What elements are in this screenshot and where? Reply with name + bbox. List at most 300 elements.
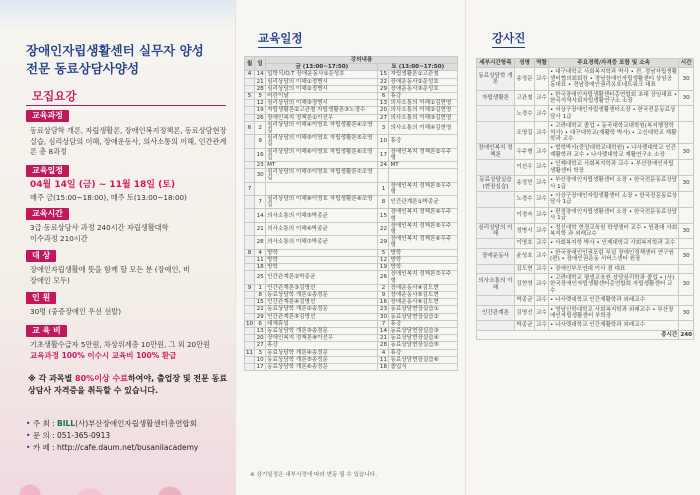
month-cell: 7 (245, 182, 255, 195)
sat-day-cell: 17 (378, 148, 389, 161)
day-cell: 10 (256, 356, 264, 363)
day-cell: 7 (255, 196, 266, 209)
month-cell: 8 (245, 249, 255, 256)
month-cell (245, 335, 255, 342)
schedule-row (245, 114, 458, 121)
schedule-row (245, 209, 458, 222)
hours-cell (679, 207, 694, 223)
sat-day-cell: 29 (378, 236, 389, 249)
fri-cell: MT (266, 162, 378, 169)
name-cell: 김도현 (516, 265, 533, 272)
month-cell (245, 162, 255, 169)
role-cell: 교수 (535, 248, 549, 264)
day-cell: 1 (255, 284, 266, 291)
schedule-row (245, 299, 458, 306)
sat-cell: 휴강 (389, 135, 458, 148)
fri-cell: 장애인복지 정책론⑧이선우 (266, 335, 378, 342)
career-cell: • 서상구장애인자립생활센터소장 • 한국전문동료상담사 1급 (549, 106, 679, 122)
schedule-row (245, 313, 458, 320)
sat-cell: 동료상담현장실습④ (389, 335, 458, 342)
month-cell (245, 135, 255, 148)
fri-cell: 심리상담의 이해⑤이영호 자립생활론⑤조영길 (266, 135, 378, 148)
schedule-row (245, 264, 458, 271)
fri-cell: 심리상담의 이해①정병시 (266, 78, 378, 85)
sat-cell: MT (389, 162, 458, 169)
fri-cell: 심리상담의 이해⑥이영호 자립생활론⑥조영길 (266, 148, 378, 161)
instructor-row (477, 191, 694, 207)
subject-cell: 자립생활론 (477, 90, 515, 106)
completion-notice (28, 373, 233, 397)
fri-cell: 방학 (266, 256, 378, 263)
day-cell: 8 (255, 291, 266, 298)
schedule-note: ※ 상기일정은 내부사정에 따라 변동 될 수 있습니다. (250, 472, 377, 478)
header-hours: 시간 (680, 60, 692, 66)
sat-day-cell: 22 (379, 78, 388, 85)
sat-cell: 방학 (389, 264, 458, 271)
sat-day-cell: 30 (379, 313, 388, 320)
schedule-row (245, 71, 458, 78)
name-cell: 정병시 (515, 223, 535, 239)
contact-key: 주 최 (32, 419, 50, 428)
hours-cell: 30 (679, 305, 694, 321)
month-cell (245, 256, 255, 263)
total-row (477, 330, 694, 339)
contact-key: 카 페 (32, 443, 50, 452)
hours-cell: 30 (679, 144, 694, 160)
sat-cell: 장애운동사⑥김도현 (389, 299, 458, 306)
day-cell: 19 (256, 107, 264, 114)
fri-cell: 심리상담의 이해③정병시 (266, 100, 378, 107)
instructor-row (477, 239, 694, 248)
header-content: 강의내용 (266, 57, 458, 64)
month-cell: 6 (245, 121, 255, 134)
month-cell (245, 291, 255, 298)
sat-cell: 장애인복지 정책론④우주형 (389, 209, 458, 222)
day-cell: 28 (255, 236, 266, 249)
month-cell: 11 (246, 349, 254, 356)
month-cell (245, 107, 255, 114)
hours-cell: 30 (679, 273, 694, 295)
fri-cell: 의사소통의 이해⑥박종균 (266, 222, 378, 235)
name-cell: 조영길 (515, 122, 535, 144)
career-cell: • 정신대학 현경교육원 학생센터 교수 • 원광대 사회복지학 과 외래교수 (550, 224, 678, 237)
text-fee: 기초생활수급자 5만원, 차상위계층 10만원, 그 외 20만원 (30, 340, 211, 349)
career-cell: • 사상구장애인자립생활센터 소장 • 한국전문동료상담사 1급 (550, 192, 678, 206)
name-cell: 송정문 (515, 68, 535, 90)
schedule-row (245, 306, 458, 313)
month-cell (245, 78, 255, 85)
hours-cell: 30 (679, 176, 694, 192)
sat-day-cell: 27 (379, 114, 388, 121)
sat-day-cell: 1 (378, 182, 389, 195)
schedule-row (245, 291, 458, 298)
sat-day-cell: 11 (379, 356, 388, 363)
month-cell (245, 271, 255, 284)
instructor-row (477, 296, 694, 305)
schedule-row (245, 236, 458, 249)
sat-cell: 장애인복지 정책론⑥우주형 (389, 236, 458, 249)
month-cell: 10 (246, 320, 254, 327)
hours-cell (679, 321, 694, 330)
name-cell: 이영호 (516, 240, 533, 247)
month-cell (245, 313, 255, 320)
career-cell: • 나사렛대학교 인간재활학과 외래교수 (549, 296, 679, 305)
hours-cell: 30 (679, 68, 694, 90)
name-cell: 김현영 (515, 273, 535, 295)
schedule-table (244, 56, 458, 371)
fri-cell: 방학 (266, 264, 378, 271)
sat-cell (389, 169, 458, 182)
notice-post: 하여야, 출업장 및 전문 동료상담사 자격증을 취득할 수 있습니다. (28, 374, 228, 395)
sat-cell: 동료상담현장실습③ (389, 327, 458, 334)
name-cell: 박종균 (516, 297, 533, 304)
header-day: 일 (255, 57, 266, 71)
sat-day-cell: 24 (379, 162, 388, 169)
sat-day-cell: 26 (378, 271, 389, 284)
label-capacity: 인 원 (26, 292, 56, 304)
sat-day-cell (378, 169, 389, 182)
sat-cell: 장애운동사⑤김도현 (389, 291, 458, 298)
day-cell: 2 (255, 121, 266, 134)
text-schedule: 매주 금(15:00~18:00), 매주 토(13:00~18:00) (30, 193, 187, 202)
sat-day-cell: 23 (379, 306, 388, 313)
fri-cell: 인간관계론⑤김명선 (266, 313, 378, 320)
role-cell: 교수 (535, 90, 549, 106)
career-cell: • 고려대학교 졸업 • 동국대학교대학원(복지행정학 석사) • 대구대학교(재활학 박사) • 고신대학교 재활학과 교수 (549, 122, 679, 144)
schedule-row (245, 78, 458, 85)
role-cell: 교수 (536, 297, 547, 304)
title-line2: 전문 동료상담사양성 (26, 61, 140, 76)
name-cell: 우주형 (515, 144, 535, 160)
sat-cell: 방학 (389, 249, 458, 256)
schedule-row (245, 196, 458, 209)
name-cell: 이선우 (515, 160, 535, 176)
schedule-row (245, 335, 458, 342)
career-cell: • 편정장애인자립생활센터 소장 • 한국전문동료상담사 1급 (550, 208, 678, 222)
text-course: 동료상담학 개론, 자립생활론, 장애인복지정책론, 동료상담현장실습, 심리상담의 이해, 장애운동사, 의사소통의 이해, 인간관계론 총 8과정 (30, 126, 227, 156)
hours-cell: 30 (679, 90, 694, 106)
schedule-row (245, 100, 458, 107)
sat-day-cell: 12 (379, 256, 388, 263)
instructor-row (477, 248, 694, 264)
hours-cell (679, 239, 694, 248)
sat-cell: 방학 (389, 256, 458, 263)
day-cell: 9 (255, 135, 266, 148)
header-sat: 토 (13:00~17:50) (378, 64, 458, 71)
label-course: 교육과정 (26, 110, 69, 122)
name-cell: 이경숙 (515, 207, 535, 223)
sat-cell: 인간관계론①박종균 (389, 196, 458, 209)
fri-cell: 방학 (266, 249, 378, 256)
schedule-row (245, 284, 458, 291)
fri-cell: 의사소통의 이해⑦박종균 (266, 236, 378, 249)
name-cell: 윤성호 (515, 248, 535, 264)
header-name: 성명 (515, 59, 535, 68)
month-cell (245, 342, 255, 349)
subject-cell (477, 207, 515, 223)
day-cell: 22 (256, 306, 264, 313)
day-cell: 4 (255, 249, 266, 256)
subject-cell (477, 106, 515, 122)
sat-cell: 의사소통의 이해②김현영 (389, 107, 458, 114)
sat-day-cell: 15 (378, 209, 389, 222)
role-cell: 교수 (535, 191, 549, 207)
fri-cell: 동료상담학 개론③송정문 (266, 327, 378, 334)
fri-cell: 동료상담학 개론⑤송정문 (266, 356, 378, 363)
schedule-title: 교육일정 (258, 30, 302, 48)
sat-cell: 의사소통의 이해③김현영 (389, 114, 458, 121)
instructor-table (476, 58, 694, 340)
month-cell (245, 222, 255, 235)
sat-day-cell: 22 (378, 222, 389, 235)
fri-cell: 동료상담학 개론②송정문 (266, 306, 378, 313)
subject-cell: 장애인복지 정책론 (478, 145, 513, 158)
day-cell: 6 (255, 320, 266, 327)
instructor-row (477, 264, 694, 273)
text-capacity: 30명 (중증장애인 우선 선발) (30, 307, 122, 316)
hours-cell: 30 (679, 223, 694, 239)
career-cell: • 부산장애인자립생활센터 소장 • 한국전문동료상담사 1급 (550, 177, 678, 190)
fri-cell: 자립생활론②고관철 자립생활론③노경수 (266, 107, 378, 114)
total-value: 240 (680, 331, 692, 338)
sat-cell: 장애인복지 정책론②우주형 (389, 148, 458, 161)
schedule-row (245, 135, 458, 148)
text-target: 장애인자립생활에 뜻을 함께 할 모든 분 (장애인, 비장애인 모두) (30, 265, 190, 285)
month-cell (245, 327, 255, 334)
contact-key: 문 의 (32, 431, 50, 440)
fri-cell: 입학식/O.T 장애운동사①운성호 (266, 71, 378, 78)
contact-host: • 주 최 : BILL(사)부산장애인자립생활센터총연합회 (26, 419, 197, 428)
text-schedule-highlight: 04월 14일 (금) ~ 11월 18일 (토) (30, 180, 176, 190)
sat-day-cell: 8 (378, 196, 389, 209)
instructor-row (477, 273, 694, 295)
sat-day-cell: 16 (379, 299, 388, 306)
sat-cell: 동료상담현장실습⑥ (389, 356, 458, 363)
role-cell: 교수 (535, 273, 549, 295)
schedule-row (245, 320, 458, 327)
instructor-panel (465, 0, 700, 495)
name-cell: 고관철 (515, 90, 535, 106)
hours-cell (679, 264, 694, 273)
subject-cell (477, 191, 515, 207)
logo-text: BILL (56, 419, 76, 428)
instructor-row (477, 68, 694, 90)
instructor-row (477, 160, 694, 176)
day-cell: 17 (256, 363, 264, 370)
contact-cafe: • 카 페 : http://cafe.daum.net/busanilacademy (26, 443, 199, 452)
schedule-row (245, 121, 458, 134)
schedule-row (245, 356, 458, 363)
hours-cell (679, 191, 694, 207)
role-cell: 교수 (535, 106, 549, 122)
day-cell: 15 (256, 299, 264, 306)
subject-cell: 동료상담학 개론 (477, 68, 515, 90)
subject-cell (477, 122, 515, 144)
schedule-row (245, 342, 458, 349)
month-cell (245, 306, 255, 313)
instructor-row (477, 223, 694, 239)
role-cell: 교수 (535, 122, 549, 144)
text-fee-highlight: 교육과정 100% 이수시 교육비 100% 환급 (30, 351, 177, 360)
fri-cell: 심리상담의 이해④이영호 자립생활론④조영길 (266, 121, 378, 134)
schedule-row (245, 169, 458, 182)
notice-pre: ※ 각 과목별 (28, 374, 76, 383)
month-cell (245, 148, 255, 161)
header-career: 주요경력/자격증 포함 및 소속 (549, 59, 679, 68)
fri-cell: 의사소통의 이해⑤박종균 (266, 209, 378, 222)
subject-cell: 동료상담실습 (현장실습) (477, 176, 515, 192)
month-cell (245, 196, 255, 209)
schedule-row (245, 162, 458, 169)
role-cell: 교수 (535, 207, 549, 223)
contact-value: (사)부산장애인자립생활센터총연합회 (75, 419, 197, 428)
hours-cell (679, 160, 694, 176)
month-cell: 9 (245, 284, 255, 291)
instructor-row (477, 122, 694, 144)
name-cell: 송정민 (515, 176, 535, 192)
schedule-row (245, 271, 458, 284)
month-cell (245, 236, 255, 249)
day-cell: 5 (255, 93, 266, 100)
label-fee: 교 육 비 (26, 325, 67, 337)
sat-cell: 동료상담현장실습① (389, 306, 458, 313)
instructor-title: 강사진 (492, 30, 525, 48)
text-hours: 3급 동료상담사 과정 240시간 자립생활대학 이수과정 210시간 (30, 223, 169, 243)
day-cell: 21 (255, 222, 266, 235)
role-cell: 교수 (535, 305, 549, 321)
subject-cell (477, 160, 515, 176)
role-cell: 교수 (536, 265, 547, 272)
sat-day-cell: 19 (379, 264, 388, 271)
sat-cell: 휴강 (389, 93, 458, 100)
header-fri: 금 (13:00~17:50) (266, 64, 378, 71)
day-cell: 14 (255, 209, 266, 222)
role-cell: 교수 (536, 322, 547, 329)
instructor-row (477, 321, 694, 330)
sat-cell: 휴강 (389, 320, 458, 327)
label-hours: 교육시간 (26, 208, 69, 220)
fri-cell: 인간관계론②박종균 (266, 271, 378, 284)
career-cell: • 인제대학교 사회복지학과 교수 • 부산장애인자립생활센터 학장 (549, 160, 679, 176)
header-role: 역할 (536, 60, 547, 66)
career-cell: • 대구대학교 사회복지학과 박사 • 전. 경남자립생활센터협의회회장 • 경남장애인자립생활센터 상임공동대표 • 경남장애인권리옹호네트워크 대표 (550, 69, 678, 89)
sat-day-cell: 2 (378, 284, 389, 291)
label-schedule: 교육일정 (26, 165, 69, 177)
sat-day-cell: 9 (378, 291, 389, 298)
role-cell: 교수 (535, 144, 549, 160)
subject-cell (477, 296, 515, 305)
fri-cell: 대체휴일 (266, 320, 378, 327)
subject-cell: 인간관계론 (477, 305, 515, 321)
fri-cell: 휴강 (266, 342, 378, 349)
sat-cell: 자립생활론①고관철 (389, 71, 458, 78)
day-cell: 27 (256, 342, 264, 349)
sat-cell: 휴강 (389, 349, 458, 356)
contact-value: 051-365-0913 (56, 431, 111, 440)
schedule-row (245, 93, 458, 100)
fri-cell (266, 182, 378, 195)
role-cell: 교수 (536, 240, 547, 247)
sat-cell: 졸업식 (389, 363, 458, 370)
sat-day-cell: 20 (379, 107, 388, 114)
subject-cell: 장애운동사 (477, 248, 515, 264)
month-cell (245, 100, 255, 107)
schedule-row (245, 363, 458, 370)
month-cell (245, 209, 255, 222)
day-cell: 13 (256, 327, 264, 334)
fri-cell: 심리상담의 이해⑧이영호 자립생활론⑧조영길 (266, 196, 378, 209)
month-cell: 4 (245, 71, 255, 78)
subject-cell: 의사소통의 이해 (477, 273, 515, 295)
fri-cell: 어린이날 (266, 93, 378, 100)
sat-day-cell: 28 (379, 342, 388, 349)
sat-day-cell: 6 (378, 93, 389, 100)
sat-day-cell: 14 (379, 327, 388, 334)
day-cell: 12 (256, 100, 264, 107)
schedule-row (245, 349, 458, 356)
fri-cell: 동료상담학 개론①송정문 (266, 291, 378, 298)
career-cell: • 한국장애인자립생활센터총연합회 초대 상임대표 • 한국지역사회자립생활연구소 소장 (550, 91, 678, 105)
sky-decoration (0, 0, 235, 30)
header-month: 월 (245, 57, 255, 71)
day-cell: 28 (256, 85, 264, 92)
day-cell: 3 (255, 349, 266, 356)
schedule-row (245, 182, 458, 195)
sat-day-cell: 7 (378, 320, 389, 327)
fri-cell: 인간관계론③김명선 (266, 284, 378, 291)
hours-cell (679, 106, 694, 122)
main-title (26, 42, 231, 78)
name-cell: 노경수 (515, 106, 535, 122)
role-cell: 교수 (535, 223, 549, 239)
day-cell: 26 (256, 114, 264, 121)
sat-day-cell: 3 (378, 121, 389, 134)
schedule-row (245, 249, 458, 256)
hours-cell: 30 (679, 248, 694, 264)
sat-cell: 장애운동사③운성호 (389, 85, 458, 92)
schedule-row (245, 256, 458, 263)
cafe-link[interactable]: http://cafe.daum.net/busanilacademy (56, 443, 199, 452)
month-cell (245, 85, 255, 92)
day-cell: 16 (255, 148, 266, 161)
career-cell: • 한국장애인인권포럼 부설 장애인정책센터 연구원(편) • 장애인권운동 서비스센터 원장 (549, 248, 679, 264)
contact-phone: • 문 의 : 051-365-0913 (26, 431, 111, 440)
schedule-row (245, 107, 458, 114)
month-cell (245, 363, 255, 370)
day-cell: 11 (256, 256, 264, 263)
sat-day-cell: 4 (378, 349, 389, 356)
hours-cell (679, 296, 694, 305)
fri-cell: 동료상담학 개론⑥송정문 (266, 363, 378, 370)
day-cell: 18 (256, 264, 264, 271)
career-cell: • 영남신학대학교 사회복지학과 외래교수 • 부산장애인자립생활센터 부학장 (549, 305, 679, 321)
day-cell: 14 (256, 71, 264, 78)
fri-cell: 심리상담의 이해⑦이영호 자립생활론⑦조영길 (266, 169, 378, 182)
name-cell: 노경수 (515, 191, 535, 207)
month-cell (245, 169, 255, 182)
hours-cell (679, 122, 694, 144)
sat-cell: 동료상담현장실습② (389, 313, 458, 320)
instructor-row (477, 305, 694, 321)
career-cell: • 나사렛대학교 인간재활학과 외래교수 (549, 321, 679, 330)
subject-cell: 심리상담의 이해 (478, 224, 513, 237)
name-cell: 김명선 (515, 305, 535, 321)
month-cell (245, 114, 255, 121)
flower-decoration (0, 455, 235, 495)
day-cell: 25 (255, 271, 266, 284)
month-cell (245, 299, 255, 306)
sat-day-cell: 21 (379, 335, 388, 342)
